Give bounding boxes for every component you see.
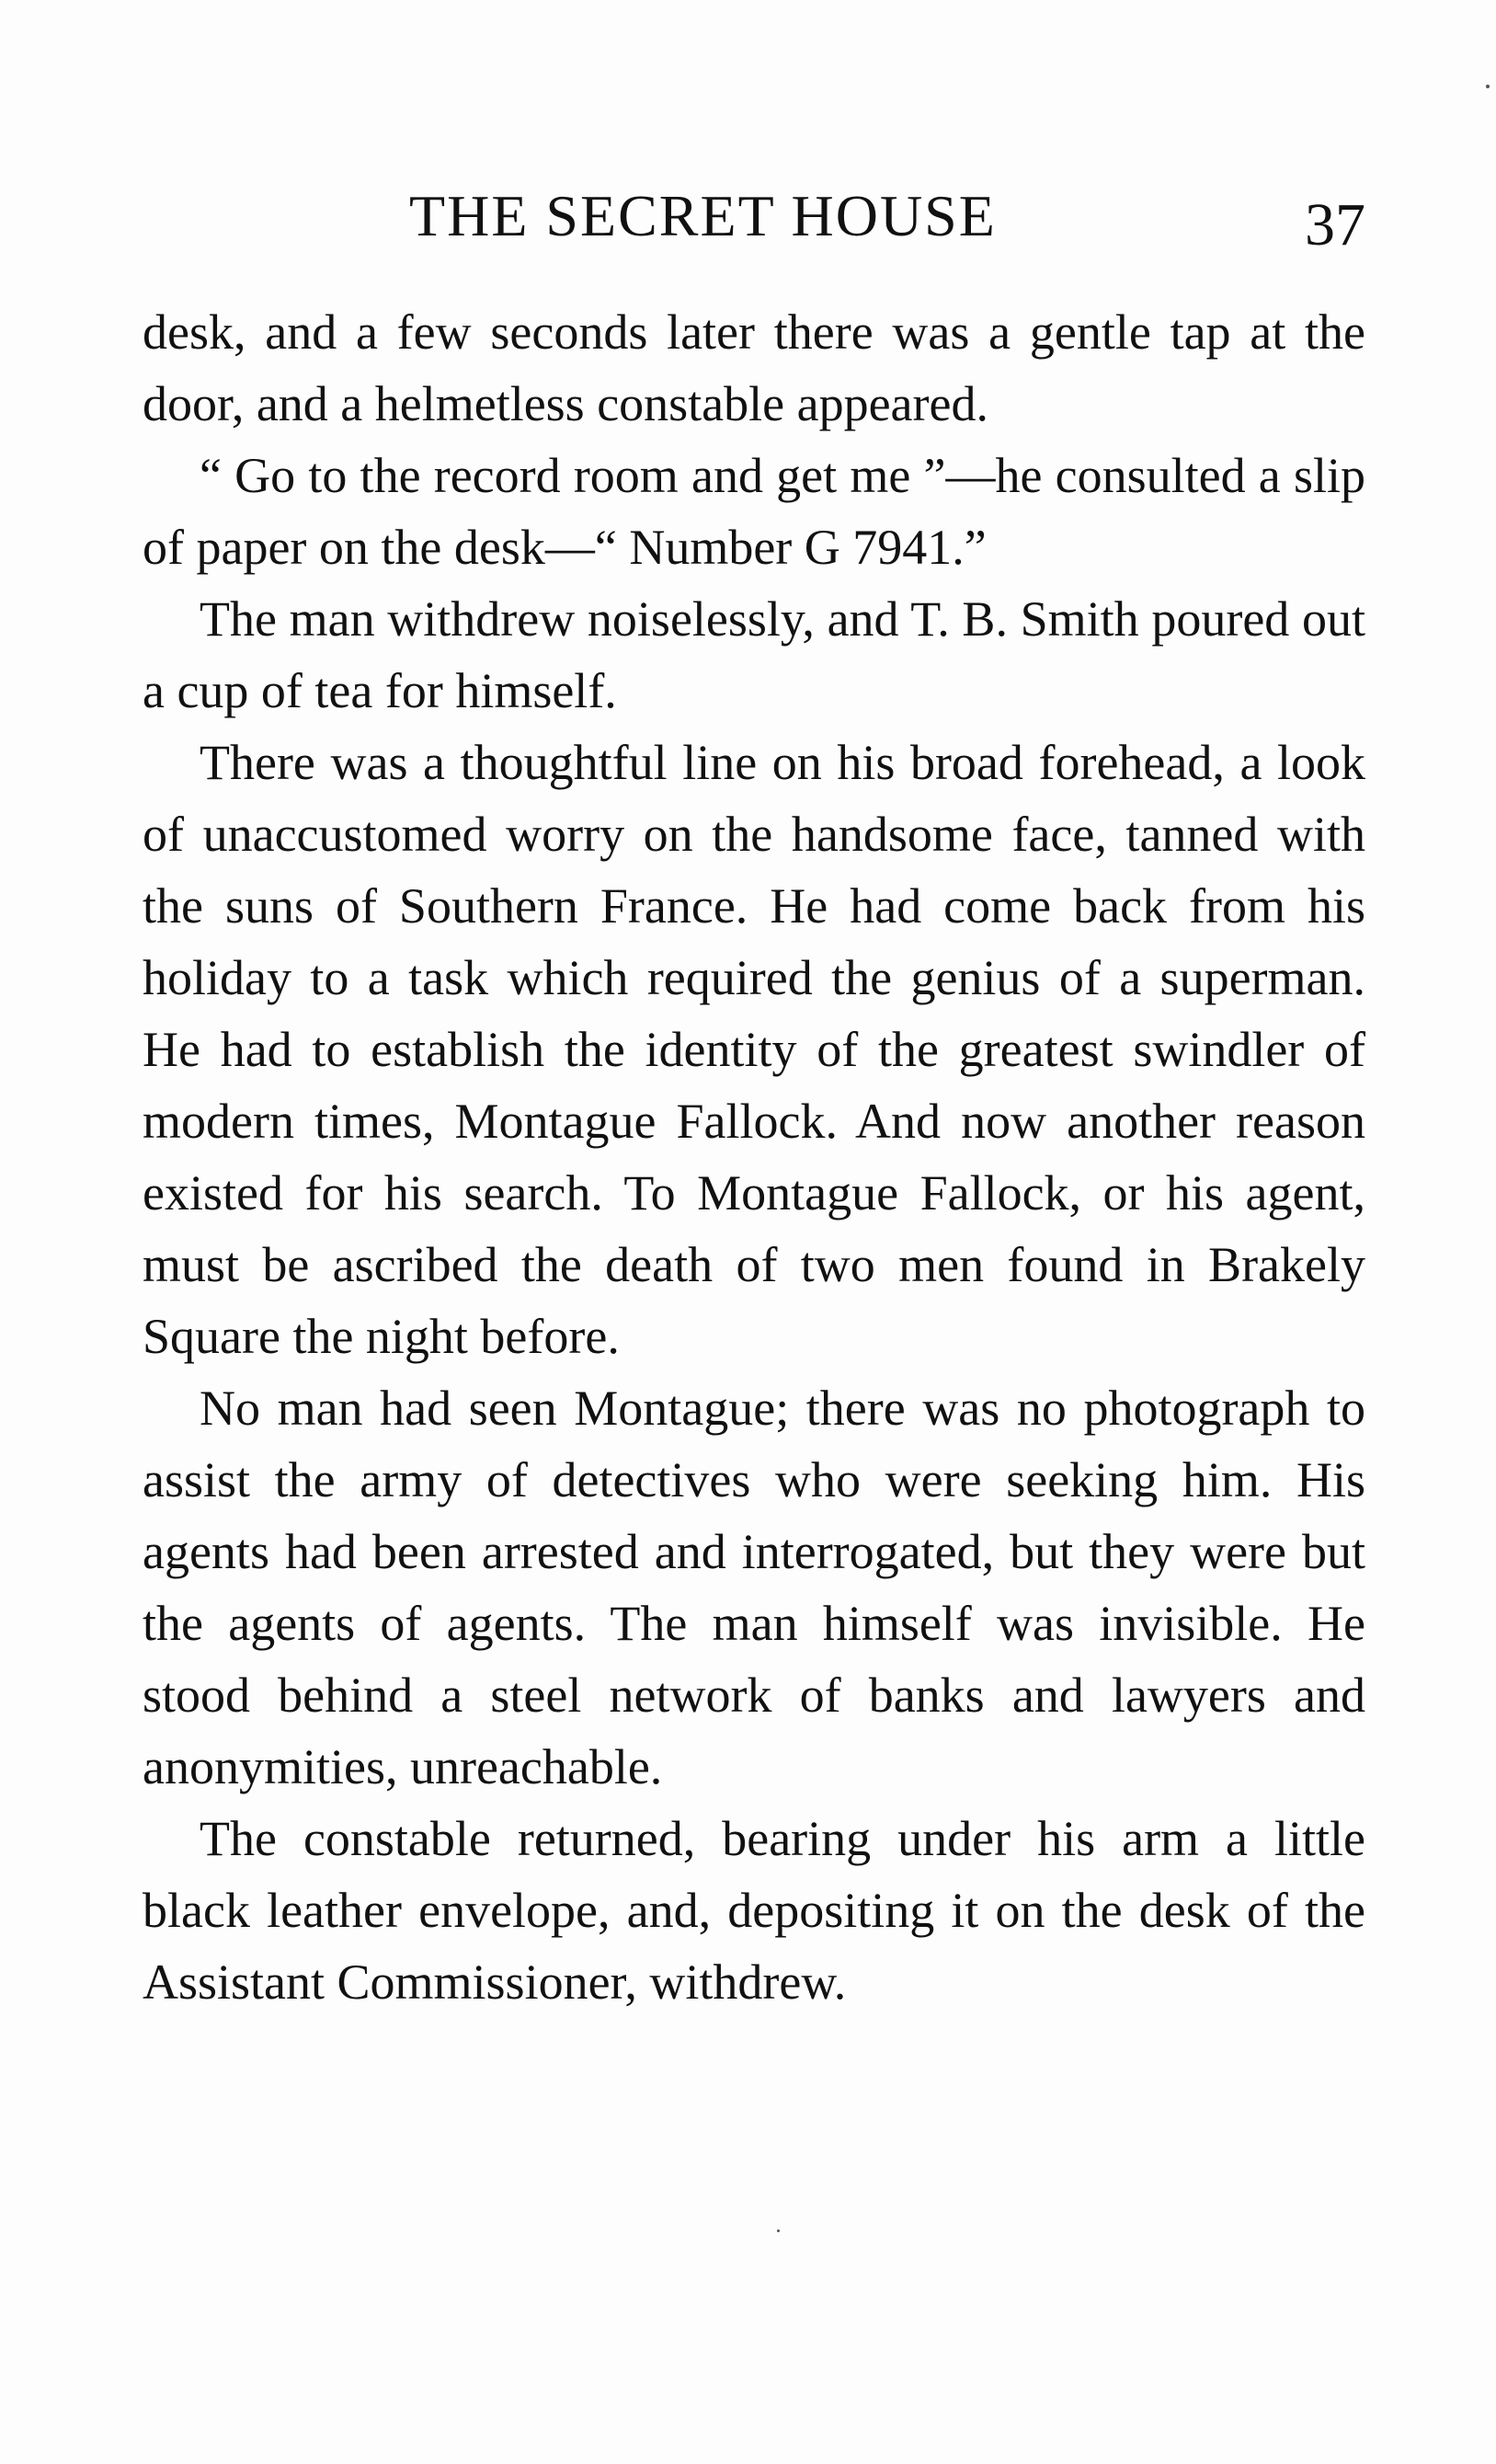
print-speck <box>777 2229 780 2232</box>
body-text <box>143 296 1365 2018</box>
paragraph: The man withdrew noiselessly, and T. B. Smith poured out a cup of tea for himself. <box>143 591 1365 718</box>
running-head <box>143 175 1365 258</box>
running-title: THE SECRET HOUSE <box>409 183 997 248</box>
page-number: 37 <box>1305 191 1365 258</box>
paragraph: “ Go to the record room and get me ”—he consulted a slip of paper on the desk—“ Number G 7941.” <box>143 448 1365 575</box>
print-speck <box>1486 85 1490 88</box>
paragraph: There was a thoughtful line on his broad forehead, a look of unaccustomed worry on the handsome face, tanned with the suns of Southern France. He had come back from his holiday to a task which required the genius of a superman. He had to establish the identity of the greatest swindler of modern times, Montague Fallock. And now another reason existed for his search. To Montague Fallock, or his agent, must be ascribed the death of two men found in Brakely Square the night before. <box>143 735 1365 1364</box>
paragraph-continued: desk, and a few seconds later there was a gentle tap at the door, and a helmetless constable appeared. <box>143 304 1365 431</box>
paragraph: No man had seen Montague; there was no photograph to assist the army of detectives who were seeking him. His agents had been arrested and interrogated, but they were but the agents of agents. The man himself was invisible. He stood behind a steel network of banks and lawyers and anonymities, unreachable. <box>143 1381 1365 1794</box>
paragraph: The constable returned, bearing under his arm a little black leather envelope, and, depositing it on the desk of the Assistant Commissioner, withdrew. <box>143 1811 1365 2010</box>
